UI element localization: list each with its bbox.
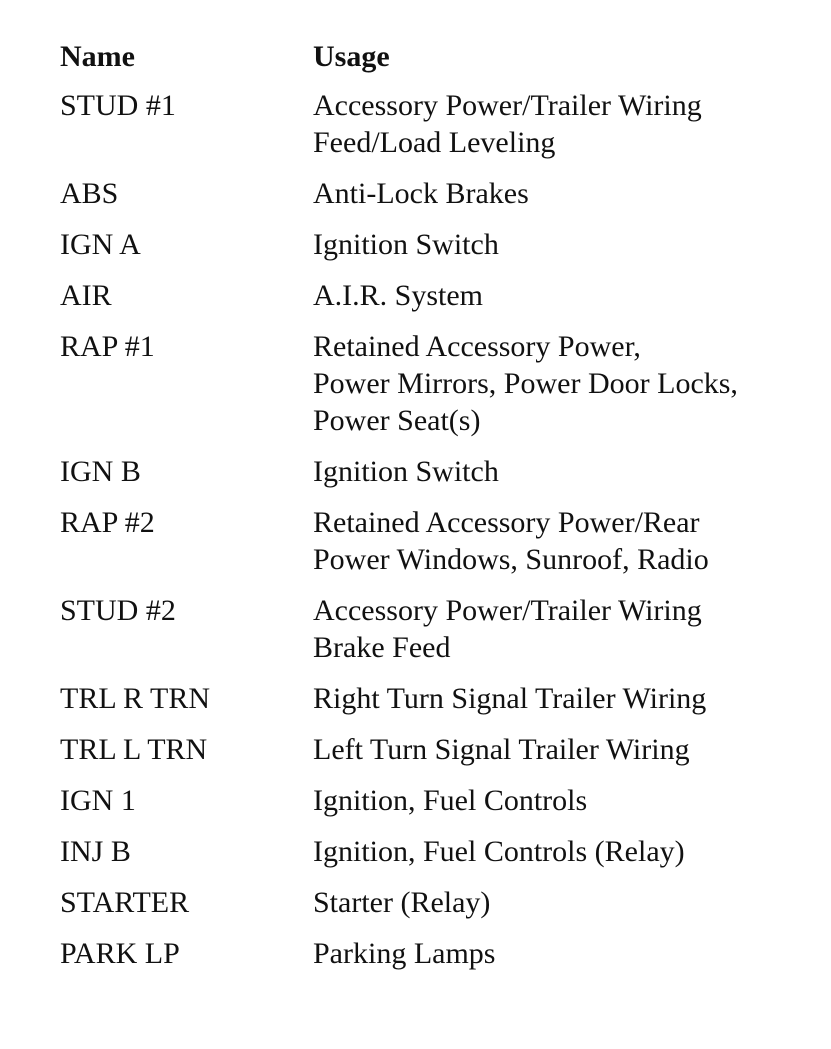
table-row [60,504,800,592]
cell-name: RAP #1 [60,330,155,363]
cell-name: RAP #2 [60,506,155,539]
column-header-usage: Usage [313,40,390,73]
cell-usage: Ignition Switch [313,228,499,261]
table-row [60,782,800,833]
cell-usage: Ignition, Fuel Controls (Relay) [313,835,685,868]
cell-name: TRL L TRN [60,733,208,766]
table-row [60,935,800,986]
column-header-name: Name [60,40,135,73]
table-row [60,328,800,453]
table-row [60,680,800,731]
cell-usage: Left Turn Signal Trailer Wiring [313,733,690,766]
fuse-usage-table [60,38,800,986]
cell-usage: Parking Lamps [313,937,496,970]
cell-name: INJ B [60,835,131,868]
cell-name: IGN 1 [60,784,136,817]
table-row [60,884,800,935]
cell-usage: Accessory Power/Trailer Wiring Brake Feed [313,594,702,664]
cell-usage: Accessory Power/Trailer Wiring Feed/Load Leveling [313,89,702,159]
cell-usage: Starter (Relay) [313,886,491,919]
cell-usage: A.I.R. System [313,279,484,312]
cell-name: IGN B [60,455,141,488]
cell-usage: Ignition Switch [313,455,499,488]
table-row [60,453,800,504]
cell-name: AIR [60,279,112,312]
cell-name: STUD #1 [60,89,176,122]
table-row [60,277,800,328]
table-row [60,731,800,782]
cell-name: TRL R TRN [60,682,211,715]
cell-usage: Retained Accessory Power/Rear Power Windows, Sunroof, Radio [313,506,709,576]
cell-name: IGN A [60,228,141,261]
cell-name: ABS [60,177,119,210]
table-row [60,175,800,226]
table-row [60,592,800,680]
cell-name: STUD #2 [60,594,176,627]
cell-usage: Right Turn Signal Trailer Wiring [313,682,707,715]
cell-usage: Retained Accessory Power, Power Mirrors, Power Door Locks, Power Seat(s) [313,330,738,437]
table-row [60,87,800,175]
cell-usage: Anti-Lock Brakes [313,177,529,210]
table-row [60,226,800,277]
table-row [60,833,800,884]
cell-name: PARK LP [60,937,180,970]
cell-usage: Ignition, Fuel Controls [313,784,588,817]
cell-name: STARTER [60,886,190,919]
fuse-usage-document [60,38,800,986]
header-row [60,38,800,87]
